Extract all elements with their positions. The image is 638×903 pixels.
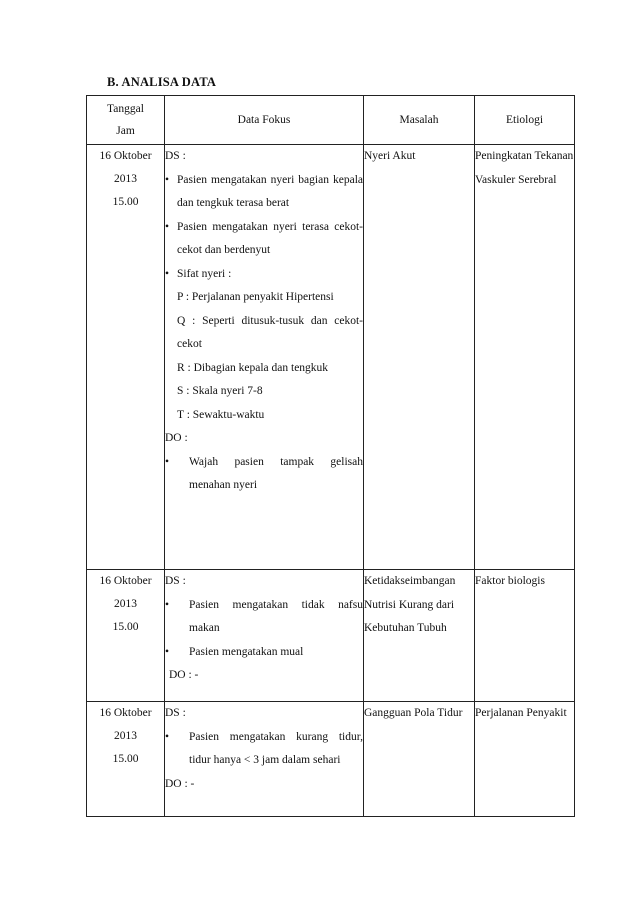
- pqrst-r: R : Dibagian kepala dan tengkuk: [177, 361, 329, 374]
- etiologi-cell: Faktor biologis: [475, 570, 575, 702]
- year-text: 2013: [114, 730, 137, 742]
- masalah-cell: Ketidakseimbangan Nutrisi Kurang dari Kebutuhan Tubuh: [364, 570, 475, 702]
- data-fokus-cell: [165, 702, 364, 817]
- date-cell: [87, 145, 165, 570]
- pqrst-block: [165, 286, 363, 427]
- date-text: 16 Oktober: [99, 150, 152, 162]
- time-text: 15.00: [112, 753, 139, 765]
- date-cell: [87, 702, 165, 817]
- table-row: [87, 702, 575, 817]
- ds-label: DS :: [165, 707, 186, 719]
- pqrst-s: S : Skala nyeri 7-8: [177, 385, 263, 397]
- data-fokus-cell: [165, 145, 364, 570]
- do-item: • Wajah pasien tampak gelisah menahan nyeri: [165, 451, 363, 498]
- ds-item: • Pasien mengatakan nyeri bagian kepala dan tengkuk terasa berat: [165, 169, 363, 216]
- analysis-table: [86, 95, 575, 817]
- table-row: [87, 570, 575, 702]
- ds-item: • Pasien mengatakan tidak nafsu makan: [165, 594, 363, 641]
- header-tanggal: Tanggal: [107, 103, 144, 115]
- ds-item: • Pasien mengatakan kurang tidur, tidur hanya < 3 jam dalam sehari: [165, 726, 363, 773]
- table-header-row: [87, 96, 575, 145]
- table-row: [87, 145, 575, 570]
- ds-label: DS :: [165, 150, 186, 162]
- masalah-cell: Gangguan Pola Tidur: [364, 702, 475, 817]
- year-text: 2013: [114, 598, 137, 610]
- ds-label: DS :: [165, 575, 186, 587]
- header-etiologi: Etiologi: [475, 96, 575, 145]
- masalah-cell: Nyeri Akut: [364, 145, 475, 570]
- etiologi-cell: Peningkatan Tekanan Vaskuler Serebral: [475, 145, 575, 570]
- time-text: 15.00: [112, 196, 139, 208]
- ds-item: • Sifat nyeri :: [165, 263, 363, 287]
- pqrst-p: P : Perjalanan penyakit Hipertensi: [177, 291, 334, 303]
- pqrst-q: Q : Seperti ditusuk-tusuk dan cekot-cekot: [177, 314, 363, 350]
- time-text: 15.00: [112, 621, 139, 633]
- date-text: 16 Oktober: [99, 575, 152, 587]
- header-jam: Jam: [116, 125, 135, 137]
- ds-item: • Pasien mengatakan nyeri terasa cekot-cekot dan berdenyut: [165, 216, 363, 263]
- year-text: 2013: [114, 173, 137, 185]
- ds-item: • Pasien mengatakan mual: [165, 641, 363, 665]
- do-label: DO : -: [169, 669, 199, 681]
- header-masalah: Masalah: [364, 96, 475, 145]
- header-tanggal-jam: [87, 96, 165, 145]
- do-label: DO :: [165, 432, 188, 444]
- etiologi-cell: Perjalanan Penyakit: [475, 702, 575, 817]
- header-data-fokus: Data Fokus: [165, 96, 364, 145]
- section-heading: B. ANALISA DATA: [107, 75, 217, 89]
- data-fokus-cell: [165, 570, 364, 702]
- do-label: DO : -: [165, 777, 195, 790]
- pqrst-t: T : Sewaktu-waktu: [177, 408, 265, 421]
- date-text: 16 Oktober: [99, 707, 152, 719]
- date-cell: [87, 570, 165, 702]
